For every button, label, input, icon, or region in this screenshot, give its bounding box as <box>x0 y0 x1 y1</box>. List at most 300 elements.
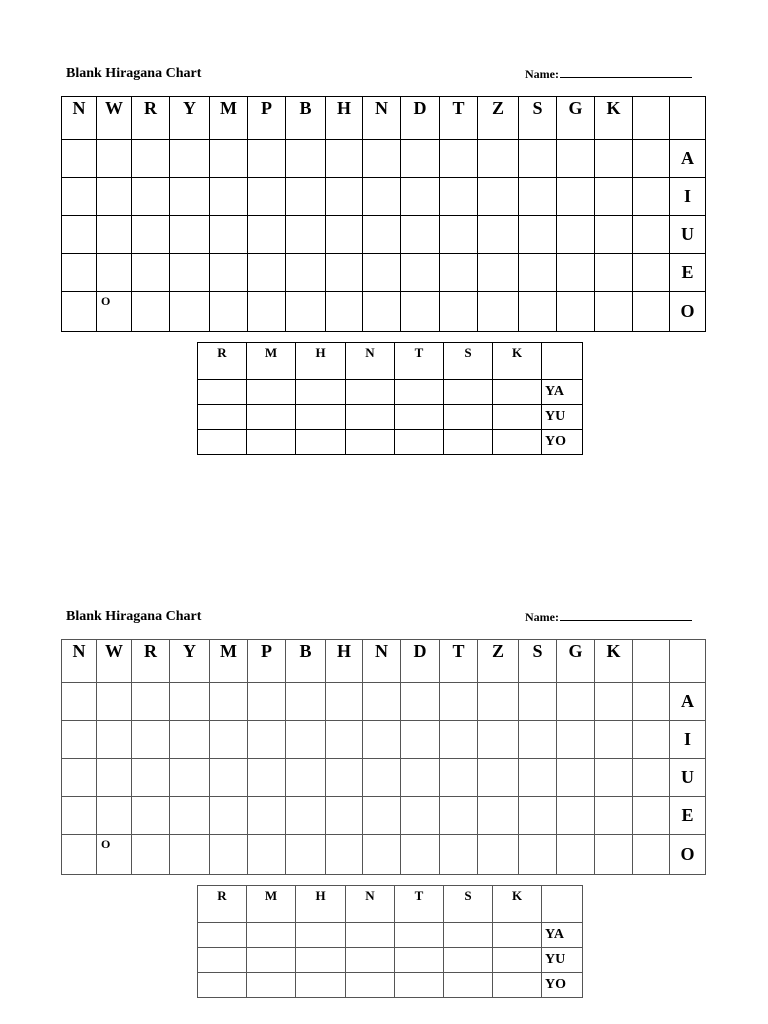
answer-cell[interactable] <box>478 254 519 292</box>
answer-cell[interactable] <box>132 292 170 332</box>
vowel-row <box>62 721 706 759</box>
youon-column-header: R <box>198 886 247 923</box>
answer-cell[interactable] <box>170 759 210 797</box>
vowel-row <box>62 797 706 835</box>
youon-column-header: R <box>198 343 247 380</box>
vowel-row <box>62 759 706 797</box>
youon-answer-cell[interactable] <box>247 973 296 998</box>
column-header: H <box>326 640 363 683</box>
vowel-label: O <box>670 292 706 332</box>
column-header: B <box>286 97 326 140</box>
answer-cell[interactable] <box>97 140 132 178</box>
answer-cell[interactable] <box>210 178 248 216</box>
vowel-row <box>62 140 706 178</box>
chart-title: Blank Hiragana Chart <box>66 66 202 81</box>
youon-answer-cell[interactable] <box>444 923 493 948</box>
vowel-label: A <box>670 683 706 721</box>
answer-cell[interactable] <box>363 759 401 797</box>
answer-cell[interactable] <box>363 797 401 835</box>
youon-answer-cell[interactable] <box>198 973 247 998</box>
answer-cell[interactable] <box>132 721 170 759</box>
youon-answer-cell[interactable] <box>346 948 395 973</box>
answer-cell[interactable] <box>170 797 210 835</box>
answer-cell[interactable] <box>62 216 97 254</box>
youon-answer-cell[interactable] <box>493 430 542 455</box>
answer-cell[interactable] <box>248 759 286 797</box>
answer-cell[interactable] <box>440 683 478 721</box>
youon-grid <box>197 885 583 998</box>
answer-cell[interactable] <box>363 292 401 332</box>
youon-answer-cell[interactable] <box>296 973 346 998</box>
answer-cell[interactable] <box>633 759 670 797</box>
answer-cell[interactable] <box>170 254 210 292</box>
answer-cell[interactable] <box>478 216 519 254</box>
youon-row <box>198 380 583 405</box>
youon-answer-cell[interactable] <box>296 380 346 405</box>
answer-cell[interactable] <box>595 721 633 759</box>
answer-cell[interactable] <box>440 759 478 797</box>
answer-cell[interactable] <box>478 140 519 178</box>
answer-cell[interactable] <box>519 140 557 178</box>
answer-cell[interactable] <box>170 216 210 254</box>
column-header <box>670 640 706 683</box>
answer-cell[interactable] <box>97 254 132 292</box>
answer-cell[interactable] <box>62 835 97 875</box>
answer-cell[interactable] <box>633 254 670 292</box>
youon-label: YO <box>542 973 583 998</box>
youon-column-header: H <box>296 886 346 923</box>
youon-grid <box>197 342 583 455</box>
answer-cell[interactable] <box>363 254 401 292</box>
youon-column-header: T <box>395 343 444 380</box>
youon-answer-cell[interactable] <box>296 430 346 455</box>
answer-cell[interactable] <box>170 835 210 875</box>
answer-cell[interactable] <box>595 140 633 178</box>
answer-cell[interactable] <box>326 759 363 797</box>
vowel-label: E <box>670 254 706 292</box>
vowel-label: I <box>670 178 706 216</box>
answer-cell[interactable] <box>210 759 248 797</box>
answer-cell[interactable] <box>363 721 401 759</box>
answer-cell[interactable] <box>62 292 97 332</box>
youon-column-header: K <box>493 343 542 380</box>
youon-label: YO <box>542 430 583 455</box>
answer-cell[interactable] <box>363 178 401 216</box>
answer-cell[interactable] <box>62 178 97 216</box>
youon-answer-cell[interactable] <box>444 430 493 455</box>
answer-cell[interactable] <box>62 721 97 759</box>
youon-column-header <box>542 343 583 380</box>
vowel-label: U <box>670 759 706 797</box>
youon-answer-cell[interactable] <box>395 380 444 405</box>
answer-cell[interactable] <box>210 721 248 759</box>
column-header: K <box>595 640 633 683</box>
column-header: N <box>62 97 97 140</box>
column-header: S <box>519 640 557 683</box>
answer-cell[interactable] <box>633 178 670 216</box>
answer-cell-wo[interactable]: O <box>97 292 132 332</box>
answer-cell[interactable] <box>132 140 170 178</box>
answer-cell[interactable] <box>478 683 519 721</box>
answer-cell[interactable] <box>132 254 170 292</box>
youon-header-row <box>198 343 583 380</box>
youon-answer-cell[interactable] <box>444 948 493 973</box>
answer-cell[interactable] <box>519 797 557 835</box>
vowel-label: I <box>670 721 706 759</box>
youon-column-header: H <box>296 343 346 380</box>
youon-answer-cell[interactable] <box>296 948 346 973</box>
column-header: D <box>401 97 440 140</box>
youon-column-header: M <box>247 886 296 923</box>
column-header: M <box>210 97 248 140</box>
vowel-row <box>62 178 706 216</box>
youon-answer-cell[interactable] <box>198 923 247 948</box>
name-blank-line[interactable] <box>560 610 692 621</box>
column-header: T <box>440 97 478 140</box>
answer-cell[interactable] <box>62 683 97 721</box>
youon-answer-cell[interactable] <box>346 430 395 455</box>
column-header: M <box>210 640 248 683</box>
vowel-label: E <box>670 797 706 835</box>
youon-column-header: M <box>247 343 296 380</box>
column-header: B <box>286 640 326 683</box>
answer-cell[interactable] <box>557 254 595 292</box>
youon-row <box>198 405 583 430</box>
answer-cell[interactable] <box>440 140 478 178</box>
youon-header-row <box>198 886 583 923</box>
answer-cell[interactable] <box>132 759 170 797</box>
youon-answer-cell[interactable] <box>395 923 444 948</box>
youon-column-header: S <box>444 886 493 923</box>
answer-cell[interactable] <box>97 797 132 835</box>
answer-cell[interactable] <box>97 216 132 254</box>
vowel-row <box>62 216 706 254</box>
answer-cell[interactable] <box>210 254 248 292</box>
answer-cell[interactable] <box>557 721 595 759</box>
answer-cell[interactable] <box>478 835 519 875</box>
youon-answer-cell[interactable] <box>247 430 296 455</box>
youon-answer-cell[interactable] <box>444 405 493 430</box>
answer-cell[interactable] <box>401 140 440 178</box>
answer-cell[interactable] <box>478 292 519 332</box>
youon-answer-cell[interactable] <box>198 948 247 973</box>
answer-cell[interactable] <box>401 683 440 721</box>
youon-label: YU <box>542 948 583 973</box>
column-header: K <box>595 97 633 140</box>
answer-cell[interactable] <box>557 759 595 797</box>
answer-cell[interactable] <box>401 759 440 797</box>
answer-cell[interactable] <box>595 683 633 721</box>
answer-cell[interactable] <box>248 254 286 292</box>
answer-cell[interactable] <box>440 835 478 875</box>
name-label: Name: <box>525 67 559 81</box>
youon-column-header: N <box>346 886 395 923</box>
youon-answer-cell[interactable] <box>493 380 542 405</box>
answer-cell[interactable] <box>132 216 170 254</box>
answer-cell[interactable] <box>519 759 557 797</box>
answer-cell[interactable] <box>97 178 132 216</box>
youon-answer-cell[interactable] <box>493 973 542 998</box>
youon-answer-cell[interactable] <box>346 405 395 430</box>
youon-row <box>198 948 583 973</box>
name-label: Name: <box>525 610 559 624</box>
answer-cell[interactable] <box>62 759 97 797</box>
answer-cell[interactable] <box>248 178 286 216</box>
youon-answer-cell[interactable] <box>346 380 395 405</box>
answer-cell[interactable] <box>326 292 363 332</box>
youon-answer-cell[interactable] <box>247 380 296 405</box>
column-header: G <box>557 97 595 140</box>
answer-cell[interactable] <box>248 835 286 875</box>
youon-row <box>198 973 583 998</box>
answer-cell[interactable] <box>286 140 326 178</box>
name-field[interactable] <box>525 610 692 625</box>
answer-cell[interactable] <box>557 835 595 875</box>
vowel-label: O <box>670 835 706 875</box>
answer-cell[interactable] <box>286 721 326 759</box>
answer-cell[interactable] <box>401 835 440 875</box>
answer-cell[interactable] <box>248 216 286 254</box>
answer-cell[interactable] <box>286 178 326 216</box>
answer-cell[interactable] <box>62 140 97 178</box>
youon-answer-cell[interactable] <box>444 973 493 998</box>
column-header: Y <box>170 640 210 683</box>
youon-column-header: T <box>395 886 444 923</box>
answer-cell[interactable] <box>633 797 670 835</box>
answer-cell[interactable] <box>97 721 132 759</box>
name-field[interactable] <box>525 67 692 82</box>
youon-answer-cell[interactable] <box>247 948 296 973</box>
youon-answer-cell[interactable] <box>395 973 444 998</box>
answer-cell[interactable] <box>557 140 595 178</box>
youon-answer-cell[interactable] <box>296 923 346 948</box>
answer-cell[interactable] <box>595 292 633 332</box>
main-kana-grid <box>61 96 706 332</box>
answer-cell[interactable] <box>557 178 595 216</box>
answer-cell[interactable] <box>478 721 519 759</box>
answer-cell[interactable] <box>478 797 519 835</box>
youon-label: YA <box>542 380 583 405</box>
youon-answer-cell[interactable] <box>296 405 346 430</box>
answer-cell[interactable] <box>519 178 557 216</box>
answer-cell[interactable] <box>401 178 440 216</box>
youon-answer-cell[interactable] <box>247 923 296 948</box>
answer-cell[interactable] <box>286 683 326 721</box>
answer-cell[interactable] <box>401 216 440 254</box>
column-header-row <box>62 640 706 683</box>
youon-answer-cell[interactable] <box>493 948 542 973</box>
answer-cell[interactable] <box>286 254 326 292</box>
youon-answer-cell[interactable] <box>198 405 247 430</box>
youon-answer-cell[interactable] <box>395 405 444 430</box>
answer-cell[interactable] <box>326 835 363 875</box>
youon-answer-cell[interactable] <box>493 405 542 430</box>
answer-cell[interactable] <box>478 178 519 216</box>
column-header: G <box>557 640 595 683</box>
column-header: W <box>97 97 132 140</box>
vowel-label: U <box>670 216 706 254</box>
answer-cell[interactable] <box>210 216 248 254</box>
answer-cell[interactable] <box>210 292 248 332</box>
answer-cell[interactable] <box>557 216 595 254</box>
answer-cell[interactable] <box>326 797 363 835</box>
answer-cell[interactable] <box>440 292 478 332</box>
answer-cell[interactable] <box>170 178 210 216</box>
vowel-row <box>62 683 706 721</box>
column-header <box>670 97 706 140</box>
youon-column-header: K <box>493 886 542 923</box>
answer-cell[interactable] <box>363 216 401 254</box>
answer-cell[interactable] <box>286 292 326 332</box>
column-header <box>633 640 670 683</box>
column-header: Z <box>478 640 519 683</box>
answer-cell[interactable] <box>519 216 557 254</box>
answer-cell[interactable] <box>326 178 363 216</box>
youon-answer-cell[interactable] <box>198 430 247 455</box>
answer-cell[interactable] <box>326 683 363 721</box>
column-header: H <box>326 97 363 140</box>
answer-cell[interactable] <box>519 721 557 759</box>
column-header: R <box>132 97 170 140</box>
answer-cell[interactable] <box>633 721 670 759</box>
answer-cell[interactable] <box>401 292 440 332</box>
chart-title: Blank Hiragana Chart <box>66 609 202 624</box>
youon-label: YU <box>542 405 583 430</box>
youon-answer-cell[interactable] <box>247 405 296 430</box>
vowel-row <box>62 835 706 875</box>
answer-cell[interactable] <box>363 140 401 178</box>
column-header: N <box>363 97 401 140</box>
youon-answer-cell[interactable] <box>395 430 444 455</box>
answer-cell[interactable] <box>286 216 326 254</box>
answer-cell[interactable] <box>440 216 478 254</box>
answer-cell[interactable] <box>519 292 557 332</box>
answer-cell[interactable] <box>363 835 401 875</box>
answer-cell[interactable] <box>248 140 286 178</box>
answer-cell[interactable] <box>440 178 478 216</box>
column-header: T <box>440 640 478 683</box>
answer-cell[interactable] <box>633 216 670 254</box>
answer-cell[interactable] <box>210 835 248 875</box>
youon-answer-cell[interactable] <box>444 380 493 405</box>
column-header <box>633 97 670 140</box>
answer-cell[interactable] <box>326 721 363 759</box>
answer-cell[interactable] <box>170 292 210 332</box>
column-header-row <box>62 97 706 140</box>
answer-cell[interactable] <box>363 683 401 721</box>
vowel-label: A <box>670 140 706 178</box>
youon-row <box>198 923 583 948</box>
column-header: R <box>132 640 170 683</box>
answer-cell[interactable] <box>286 797 326 835</box>
answer-cell[interactable] <box>401 797 440 835</box>
answer-cell[interactable] <box>633 683 670 721</box>
column-header: P <box>248 97 286 140</box>
answer-cell[interactable] <box>595 835 633 875</box>
column-header: S <box>519 97 557 140</box>
main-kana-grid <box>61 639 706 875</box>
answer-cell[interactable] <box>210 683 248 721</box>
answer-cell[interactable] <box>210 140 248 178</box>
answer-cell[interactable] <box>326 140 363 178</box>
answer-cell[interactable] <box>132 178 170 216</box>
youon-answer-cell[interactable] <box>346 923 395 948</box>
answer-cell[interactable] <box>401 254 440 292</box>
youon-answer-cell[interactable] <box>346 973 395 998</box>
column-header: Y <box>170 97 210 140</box>
answer-cell[interactable] <box>557 683 595 721</box>
answer-cell[interactable] <box>595 178 633 216</box>
youon-row <box>198 430 583 455</box>
answer-cell[interactable] <box>62 254 97 292</box>
column-header: N <box>363 640 401 683</box>
answer-cell[interactable] <box>210 797 248 835</box>
answer-cell[interactable] <box>248 683 286 721</box>
column-header: Z <box>478 97 519 140</box>
answer-cell[interactable] <box>633 140 670 178</box>
answer-cell[interactable] <box>440 721 478 759</box>
answer-cell[interactable] <box>440 254 478 292</box>
youon-column-header <box>542 886 583 923</box>
answer-cell[interactable] <box>170 683 210 721</box>
answer-cell[interactable] <box>633 835 670 875</box>
answer-cell[interactable] <box>519 835 557 875</box>
youon-answer-cell[interactable] <box>493 923 542 948</box>
answer-cell[interactable] <box>595 216 633 254</box>
answer-cell[interactable] <box>132 683 170 721</box>
answer-cell[interactable] <box>286 835 326 875</box>
answer-cell[interactable] <box>557 292 595 332</box>
youon-column-header: S <box>444 343 493 380</box>
answer-cell-wo[interactable]: O <box>97 835 132 875</box>
answer-cell[interactable] <box>401 721 440 759</box>
youon-answer-cell[interactable] <box>198 380 247 405</box>
answer-cell[interactable] <box>326 216 363 254</box>
answer-cell[interactable] <box>326 254 363 292</box>
answer-cell[interactable] <box>62 797 97 835</box>
youon-answer-cell[interactable] <box>395 948 444 973</box>
answer-cell[interactable] <box>97 683 132 721</box>
answer-cell[interactable] <box>170 721 210 759</box>
vowel-row <box>62 292 706 332</box>
answer-cell[interactable] <box>478 759 519 797</box>
answer-cell[interactable] <box>633 292 670 332</box>
vowel-row <box>62 254 706 292</box>
answer-cell[interactable] <box>595 759 633 797</box>
answer-cell[interactable] <box>97 759 132 797</box>
answer-cell[interactable] <box>248 721 286 759</box>
column-header: P <box>248 640 286 683</box>
answer-cell[interactable] <box>248 797 286 835</box>
answer-cell[interactable] <box>519 683 557 721</box>
answer-cell[interactable] <box>440 797 478 835</box>
answer-cell[interactable] <box>248 292 286 332</box>
answer-cell[interactable] <box>132 797 170 835</box>
answer-cell[interactable] <box>595 254 633 292</box>
answer-cell[interactable] <box>595 797 633 835</box>
column-header: W <box>97 640 132 683</box>
answer-cell[interactable] <box>557 797 595 835</box>
youon-label: YA <box>542 923 583 948</box>
answer-cell[interactable] <box>170 140 210 178</box>
column-header: D <box>401 640 440 683</box>
answer-cell[interactable] <box>132 835 170 875</box>
column-header: N <box>62 640 97 683</box>
name-blank-line[interactable] <box>560 67 692 78</box>
answer-cell[interactable] <box>519 254 557 292</box>
answer-cell[interactable] <box>286 759 326 797</box>
youon-column-header: N <box>346 343 395 380</box>
